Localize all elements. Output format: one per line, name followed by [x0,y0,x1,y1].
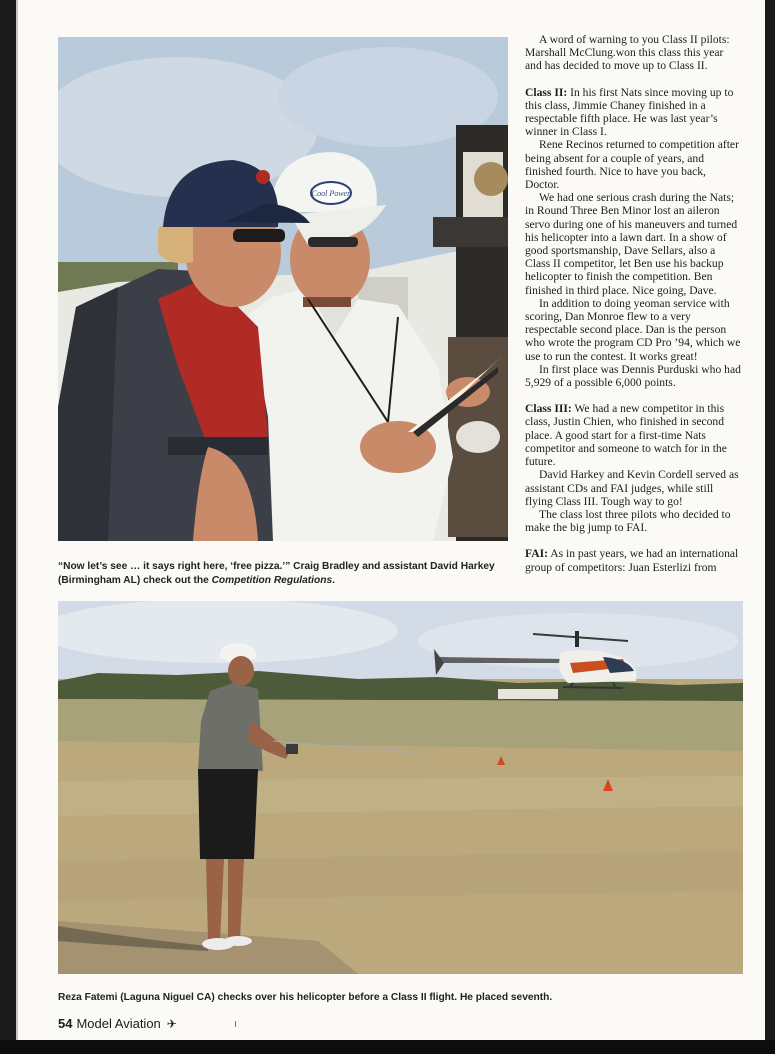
page-footer [58,1016,177,1031]
article-paragraph: The class lost three pilots who decided to make the big jump to FAI. [525,507,731,535]
section-heading-fai: FAI: [525,547,548,561]
photo-two-men-reading-rules [58,37,508,541]
article-paragraph: Rene Recinos returned to competition after being absent for a couple of years, and finished fourth. Nice to have you back, Doctor. [525,138,739,192]
top-caption-italic: Competition Regulations [211,575,333,586]
article-paragraph: Class III: We had a new competitor in this class, Justin Chien, who finished in second place. A good start for a first-time Nats competitor and someone to watch for in the future. [525,402,727,469]
section-heading-class-2: Class II: [525,85,568,99]
photo-pilot-with-helicopter [58,601,743,974]
cap-logo: Cool Power [311,189,351,198]
article-paragraph: A word of warning to you Class II pilots: Marshall McClung.won this class this year and has decided to move up to Class II. [525,33,730,73]
article-paragraph: We had one serious crash during the Nats; in Round Three Ben Minor lost an aileron servo during one of his maneuvers and turned his helicopter into a lawn dart. In a show of good sportsmanship, Dave Sellars, also a Class II competitor, let Ben use his backup helicopter to finish the competition. Ben finished in third place. Nice going, Dave. [525,191,738,297]
section-heading-class-3: Class III: [525,402,572,416]
top-caption-end: . [332,575,335,586]
airplane-icon: ✈ [166,1017,177,1031]
article-paragraph: In first place was Dennis Purduski who had 5,929 of a possible 6,000 points. [525,362,741,390]
article-column [525,33,741,574]
print-mark [235,1021,236,1027]
scan-border [0,1040,775,1054]
top-caption-text: “Now let’s see … it says right here, ‘free pizza.’” Craig Bradley and assistant David Harkey (Birmingham AL) check out the [58,561,495,586]
article-paragraph: FAI: As in past years, we had an international group of competitors: Juan Esterlizi from [525,547,739,574]
article-paragraph: Class II: In his first Nats since moving up to this class, Jimmie Chaney finished in a respectable fifth place. He was last year’s winner in Class I. [525,85,734,139]
article-paragraph: In addition to doing yeoman service with scoring, Dan Monroe flew to a very respectable second place. Dan is the person who wrote the program CD Pro ’94, which we use to run the contest. It works great! [525,296,741,363]
magazine-title: Model Aviation [76,1016,161,1031]
page-number: 54 [58,1016,73,1031]
bottom-photo-caption: Reza Fatemi (Laguna Niguel CA) checks over his helicopter before a Class II flight. He placed seventh. [58,992,553,1003]
article-paragraph: David Harkey and Kevin Cordell served as assistant CDs and FAI judges, while still flying Class III. Tough way to go! [525,468,739,508]
top-photo-caption [58,560,510,588]
